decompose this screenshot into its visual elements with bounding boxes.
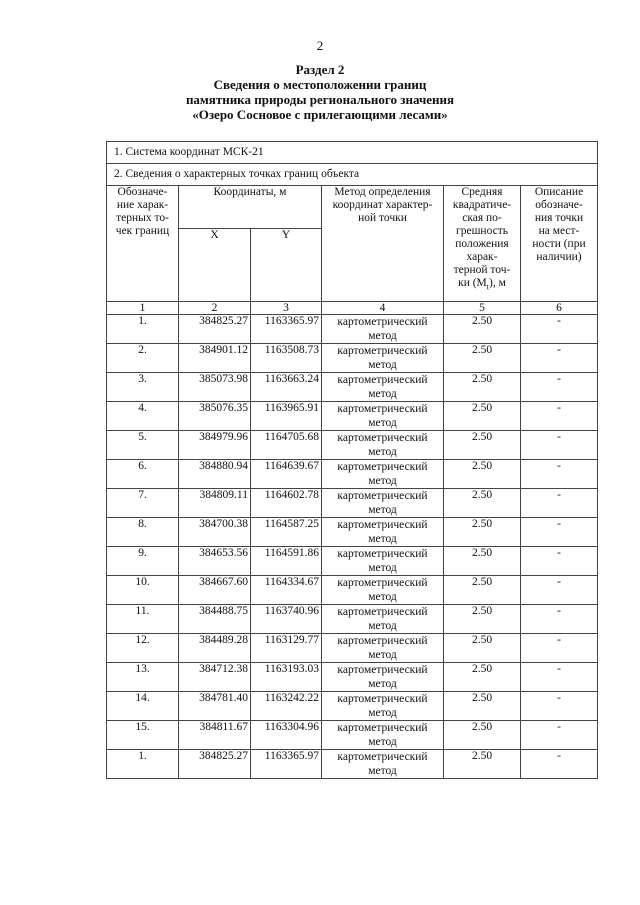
header-point-designation: Обозначе- ние харак- терных то- чек границ (107, 186, 179, 302)
point-number: 1. (107, 750, 179, 779)
coord-y: 1164639.67 (251, 460, 322, 489)
coord-x: 384825.27 (179, 315, 251, 344)
header-y: Y (251, 229, 322, 302)
coord-x: 384979.96 (179, 431, 251, 460)
description-cell: - (521, 634, 598, 663)
method-cell: картометрический метод (322, 605, 444, 634)
error-cell: 2.50 (444, 721, 521, 750)
coord-x: 384488.75 (179, 605, 251, 634)
method-cell: картометрический метод (322, 489, 444, 518)
header-x: X (179, 229, 251, 302)
point-number: 8. (107, 518, 179, 547)
coord-y: 1164705.68 (251, 431, 322, 460)
description-cell: - (521, 663, 598, 692)
page-number: 2 (316, 38, 324, 53)
column-number: 4 (322, 302, 444, 315)
description-cell: - (521, 692, 598, 721)
table-row (107, 663, 598, 692)
error-cell: 2.50 (444, 344, 521, 373)
heading-title: Сведения о местоположении границ (213, 77, 427, 92)
coord-x: 384809.11 (179, 489, 251, 518)
method-cell: картометрический метод (322, 431, 444, 460)
method-cell: картометрический метод (322, 721, 444, 750)
coord-y: 1164602.78 (251, 489, 322, 518)
method-cell: картометрический метод (322, 750, 444, 779)
coord-y: 1163304.96 (251, 721, 322, 750)
description-cell: - (521, 460, 598, 489)
description-cell: - (521, 431, 598, 460)
table-row (107, 692, 598, 721)
column-numbers-row (107, 302, 598, 315)
table-row (107, 547, 598, 576)
description-cell: - (521, 315, 598, 344)
coord-y: 1163129.77 (251, 634, 322, 663)
coord-x: 384700.38 (179, 518, 251, 547)
coord-x: 385076.35 (179, 402, 251, 431)
description-cell: - (521, 721, 598, 750)
table-row (107, 721, 598, 750)
coord-x: 384880.94 (179, 460, 251, 489)
method-cell: картометрический метод (322, 692, 444, 721)
coord-x: 384489.28 (179, 634, 251, 663)
coord-y: 1163663.24 (251, 373, 322, 402)
point-number: 12. (107, 634, 179, 663)
coord-x: 384825.27 (179, 750, 251, 779)
coord-y: 1163965.91 (251, 402, 322, 431)
error-cell: 2.50 (444, 373, 521, 402)
coord-y: 1164587.25 (251, 518, 322, 547)
error-cell: 2.50 (444, 315, 521, 344)
table-row (107, 373, 598, 402)
error-cell: 2.50 (444, 547, 521, 576)
header-coordinates: Координаты, м (179, 186, 322, 229)
description-cell: - (521, 344, 598, 373)
error-cell: 2.50 (444, 692, 521, 721)
method-cell: картометрический метод (322, 518, 444, 547)
coord-x: 384667.60 (179, 576, 251, 605)
point-number: 9. (107, 547, 179, 576)
method-cell: картометрический метод (322, 576, 444, 605)
error-cell: 2.50 (444, 460, 521, 489)
method-cell: картометрический метод (322, 402, 444, 431)
table-row (107, 344, 598, 373)
table-row (107, 431, 598, 460)
table-row (107, 605, 598, 634)
coord-y: 1164591.86 (251, 547, 322, 576)
error-cell: 2.50 (444, 750, 521, 779)
error-cell: 2.50 (444, 634, 521, 663)
heading-section: Раздел 2 (295, 62, 345, 77)
column-number: 1 (107, 302, 179, 315)
error-cell: 2.50 (444, 489, 521, 518)
point-number: 13. (107, 663, 179, 692)
method-cell: картометрический метод (322, 634, 444, 663)
table-row (107, 402, 598, 431)
heading-subtitle: памятника природы регионального значения (185, 92, 455, 107)
coord-x: 385073.98 (179, 373, 251, 402)
header-error: Средняя квадратиче- ская по- грешность положения харак- терной точ- ки $(М_t)$, м (444, 186, 521, 302)
header-description: Описание обозначе- ния точки на мест- ности (при наличии) (521, 186, 598, 302)
coord-x: 384712.38 (179, 663, 251, 692)
coord-x: 384653.56 (179, 547, 251, 576)
coord-y: 1163740.96 (251, 605, 322, 634)
method-cell: картометрический метод (322, 315, 444, 344)
boundary-points-table (106, 141, 598, 779)
point-number: 3. (107, 373, 179, 402)
description-cell: - (521, 605, 598, 634)
column-number: 3 (251, 302, 322, 315)
table-row (107, 489, 598, 518)
error-cell: 2.50 (444, 431, 521, 460)
table-row (107, 634, 598, 663)
description-cell: - (521, 373, 598, 402)
point-number: 4. (107, 402, 179, 431)
coordinate-system: 1. Система координат МСК-21 (107, 142, 598, 164)
point-number: 5. (107, 431, 179, 460)
table-row (107, 315, 598, 344)
point-number: 15. (107, 721, 179, 750)
description-cell: - (521, 750, 598, 779)
table-row (107, 460, 598, 489)
point-number: 10. (107, 576, 179, 605)
point-number: 6. (107, 460, 179, 489)
description-cell: - (521, 547, 598, 576)
error-cell: 2.50 (444, 605, 521, 634)
document-heading (0, 62, 640, 122)
coord-x: 384811.67 (179, 721, 251, 750)
error-cell: 2.50 (444, 663, 521, 692)
method-cell: картометрический метод (322, 663, 444, 692)
coord-x: 384901.12 (179, 344, 251, 373)
coord-y: 1163242.22 (251, 692, 322, 721)
point-number: 1. (107, 315, 179, 344)
table-row (107, 750, 598, 779)
point-number: 14. (107, 692, 179, 721)
method-cell: картометрический метод (322, 460, 444, 489)
error-cell: 2.50 (444, 576, 521, 605)
coord-x: 384781.40 (179, 692, 251, 721)
point-number: 2. (107, 344, 179, 373)
description-cell: - (521, 489, 598, 518)
points-section-title: 2. Сведения о характерных точках границ объекта (107, 164, 598, 186)
error-cell: 2.50 (444, 402, 521, 431)
description-cell: - (521, 402, 598, 431)
coord-y: 1163193.03 (251, 663, 322, 692)
header-method: Метод определения координат характер- ной точки (322, 186, 444, 302)
error-cell: 2.50 (444, 518, 521, 547)
coord-y: 1163365.97 (251, 315, 322, 344)
method-cell: картометрический метод (322, 373, 444, 402)
column-number: 2 (179, 302, 251, 315)
point-number: 7. (107, 489, 179, 518)
description-cell: - (521, 576, 598, 605)
coord-y: 1163508.73 (251, 344, 322, 373)
table-row (107, 518, 598, 547)
coord-y: 1163365.97 (251, 750, 322, 779)
method-cell: картометрический метод (322, 344, 444, 373)
description-cell: - (521, 518, 598, 547)
method-cell: картометрический метод (322, 547, 444, 576)
table-row (107, 576, 598, 605)
column-number: 6 (521, 302, 598, 315)
point-number: 11. (107, 605, 179, 634)
column-number: 5 (444, 302, 521, 315)
coord-y: 1164334.67 (251, 576, 322, 605)
heading-object-name: «Озеро Сосновое с прилегающими лесами» (192, 107, 448, 122)
